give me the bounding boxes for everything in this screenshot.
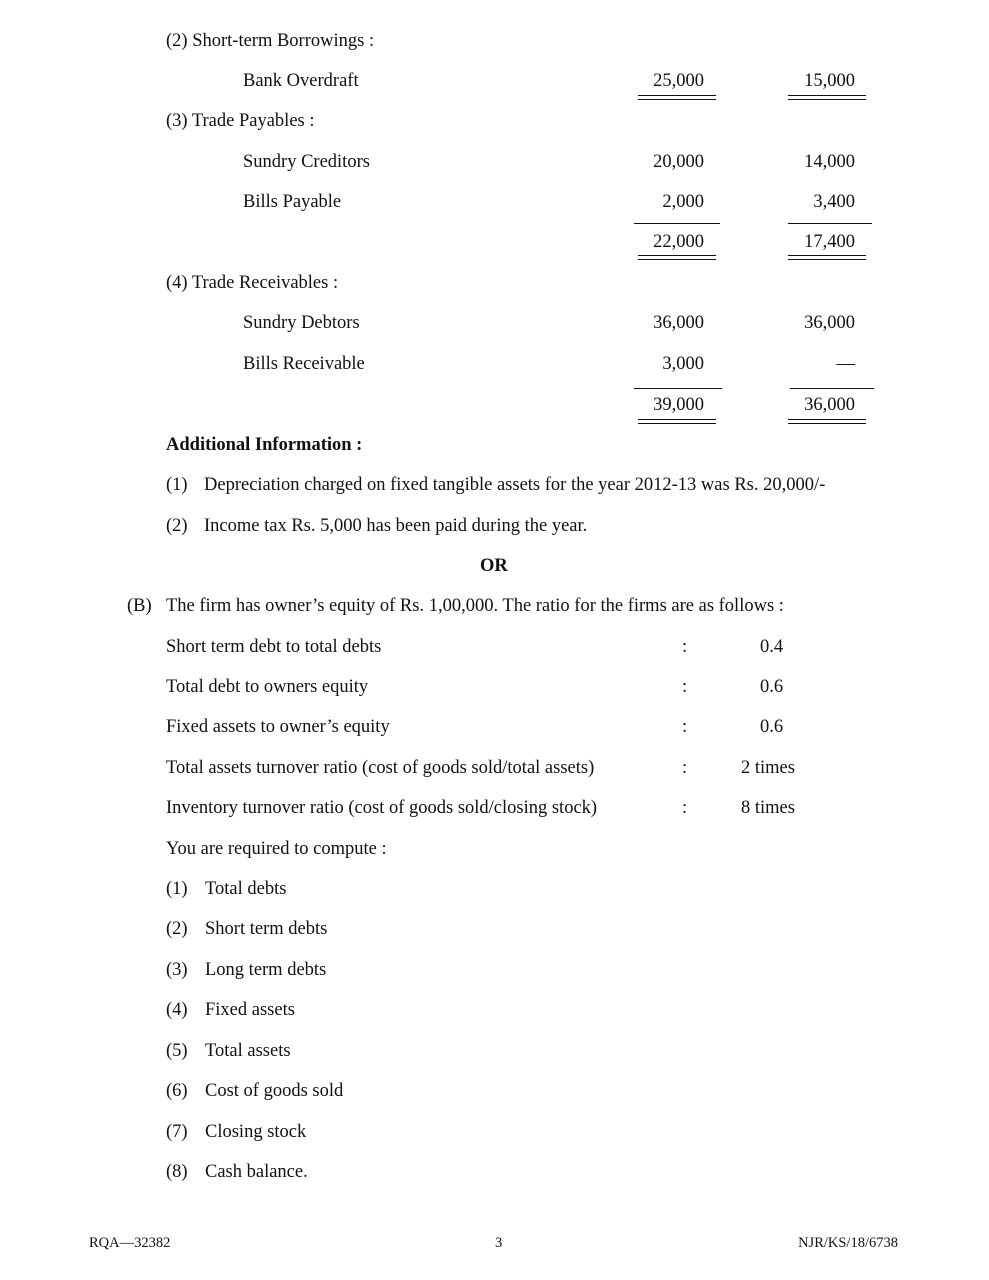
ratio-value-4: 2 times [741,758,795,778]
ratio-name-3: Fixed assets to owner’s equity [166,717,390,737]
value-bank-overdraft-previous: 15,000 [804,71,855,91]
subtotal-rule [634,388,722,389]
ratio-value-5: 8 times [741,798,795,818]
compute-item-num: (3) [166,960,188,980]
double-rule [638,255,716,260]
compute-item-num: (8) [166,1162,188,1182]
additional-info-heading: Additional Information : [166,435,363,455]
compute-item-total-debts: Total debts [205,879,287,899]
ratio-name-2: Total debt to owners equity [166,677,369,697]
compute-item-cost-of-goods-sold: Cost of goods sold [205,1081,344,1101]
ratio-value-2: 0.6 [760,677,784,697]
additional-info-num-1: (1) [166,475,188,495]
ratio-sep-2: : [682,677,688,697]
subtotal-rule [790,388,874,389]
total-trade-receivables-previous: 36,000 [804,395,855,415]
compute-item-num: (6) [166,1081,188,1101]
row-label-bank-overdraft: Bank Overdraft [243,71,359,91]
value-sundry-creditors-current: 20,000 [653,152,704,172]
total-trade-receivables-current: 39,000 [653,395,704,415]
row-label-bills-payable: Bills Payable [243,192,342,212]
footer-right-code: NJR/KS/18/6738 [798,1235,898,1251]
section-b-intro: The firm has owner’s equity of Rs. 1,00,000. The ratio for the firms are as follows : [166,596,784,616]
ratio-name-4: Total assets turnover ratio (cost of goods sold/total assets) [166,758,595,778]
total-trade-payables-current: 22,000 [653,232,704,252]
compute-item-cash-balance: Cash balance. [205,1162,308,1182]
row-label-sundry-debtors: Sundry Debtors [243,313,360,333]
value-sundry-debtors-previous: 36,000 [804,313,855,333]
subtotal-rule [634,223,720,224]
compute-intro: You are required to compute : [166,839,387,859]
or-divider: OR [480,556,508,576]
row-label-bills-receivable: Bills Receivable [243,354,365,374]
compute-item-num: (4) [166,1000,188,1020]
additional-info-text-1: Depreciation charged on fixed tangible assets for the year 2012-13 was Rs. 20,000/- [204,475,826,495]
value-sundry-debtors-current: 36,000 [653,313,704,333]
ratio-value-1: 0.4 [760,637,784,657]
schedule-heading-trade-receivables: (4) Trade Receivables : [166,273,339,293]
ratio-sep-4: : [682,758,688,778]
compute-item-fixed-assets: Fixed assets [205,1000,295,1020]
schedule-heading-trade-payables: (3) Trade Payables : [166,111,315,131]
compute-item-num: (7) [166,1122,188,1142]
compute-item-short-term-debts: Short term debts [205,919,328,939]
compute-item-num: (2) [166,919,188,939]
double-rule [788,255,866,260]
ratio-value-3: 0.6 [760,717,784,737]
compute-item-total-assets: Total assets [205,1041,291,1061]
value-bills-payable-previous: 3,400 [813,192,855,212]
ratio-sep-1: : [682,637,688,657]
value-bank-overdraft-current: 25,000 [653,71,704,91]
schedule-heading-short-term-borrowings: (2) Short-term Borrowings : [166,31,375,51]
section-b-label: (B) [127,596,152,616]
compute-item-closing-stock: Closing stock [205,1122,307,1142]
double-rule [788,419,866,424]
value-bills-payable-current: 2,000 [662,192,704,212]
ratio-name-5: Inventory turnover ratio (cost of goods sold/closing stock) [166,798,598,818]
page-number: 3 [495,1235,503,1251]
row-label-sundry-creditors: Sundry Creditors [243,152,370,172]
value-bills-receivable-current: 3,000 [662,354,704,374]
ratio-sep-3: : [682,717,688,737]
subtotal-rule [788,223,872,224]
compute-item-num: (5) [166,1041,188,1061]
ratio-name-1: Short term debt to total debts [166,637,382,657]
compute-item-long-term-debts: Long term debts [205,960,327,980]
ratio-sep-5: : [682,798,688,818]
compute-item-num: (1) [166,879,188,899]
footer-left-code: RQA—32382 [89,1235,171,1251]
additional-info-num-2: (2) [166,516,188,536]
double-rule [788,95,866,100]
value-bills-receivable-previous: — [836,354,855,374]
double-rule [638,95,716,100]
total-trade-payables-previous: 17,400 [804,232,855,252]
value-sundry-creditors-previous: 14,000 [804,152,855,172]
double-rule [638,419,716,424]
additional-info-text-2: Income tax Rs. 5,000 has been paid during the year. [204,516,588,536]
